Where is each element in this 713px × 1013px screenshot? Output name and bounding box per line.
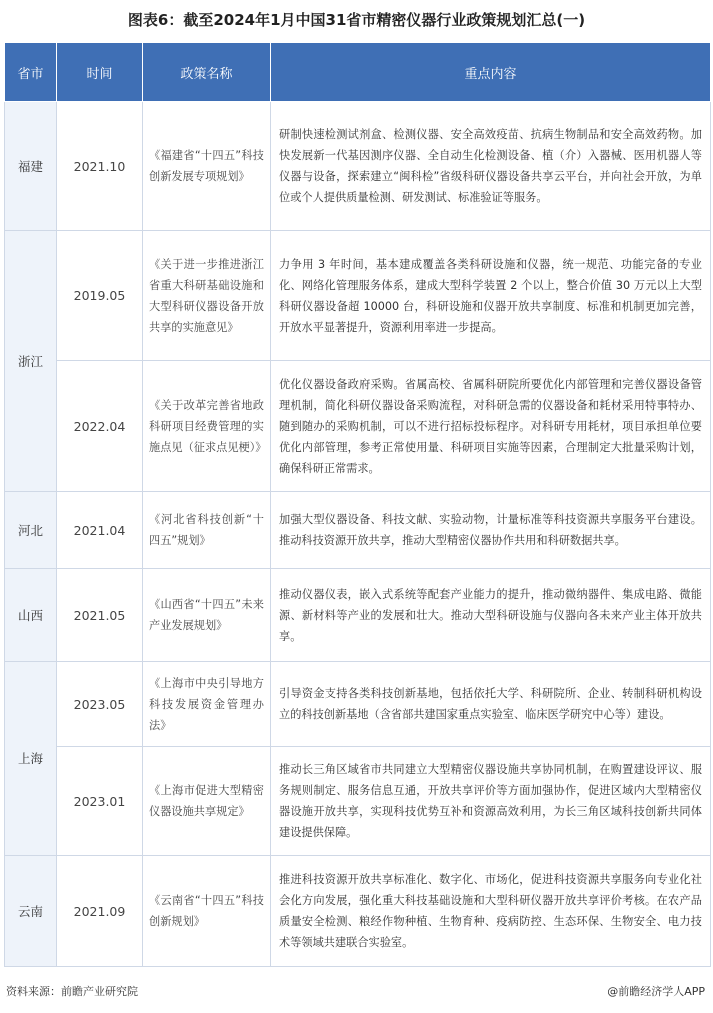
content-cell: 力争用 3 年时间，基本建成覆盖各类科研设施和仪器，统一规范、功能完备的专业化、网络化管理服务体系，建成大型科学装置 2 个以上，整合价值 30 万元以上大型科研仪器设备超 10000 台，科研设施和仪器开放共享制度、标准和机制更加完善，开放水平显著提升，资源利用率进一步提高。 <box>271 231 711 361</box>
policy-table <box>4 42 711 967</box>
table-row <box>5 747 711 856</box>
date-cell: 2021.09 <box>57 856 143 967</box>
province-cell: 云南 <box>5 856 57 967</box>
content-cell: 加强大型仪器设备、科技文献、实验动物，计量标准等科技资源共享服务平台建设。推动科技资源开放共享，推动大型精密仪器协作共用和科研数据共享。 <box>271 492 711 569</box>
table-row <box>5 492 711 569</box>
table-row <box>5 569 711 662</box>
content-cell: 推动长三角区域省市共同建立大型精密仪器设施共享协同机制，在购置建设评议、服务规则制定、服务信息互通，开放共享评价等方面加强协作，促进区域内大型精密仪器设施开放共享，实现科技优势互补和资源高效利用，为长三角区域科技创新共同体建设提供保障。 <box>271 747 711 856</box>
province-cell: 浙江 <box>5 231 57 492</box>
content-cell: 引导资金支持各类科技创新基地，包括依托大学、科研院所、企业、转制科研机构设立的科技创新基地（含省部共建国家重点实验室、临床医学研究中心等）建设。 <box>271 662 711 747</box>
date-cell: 2022.04 <box>57 361 143 492</box>
province-cell: 上海 <box>5 662 57 856</box>
table-row <box>5 361 711 492</box>
chart-title: 图表6：截至2024年1月中国31省市精密仪器行业政策规划汇总(一) <box>127 11 586 29</box>
table-row <box>5 102 711 231</box>
date-cell: 2021.05 <box>57 569 143 662</box>
brand-credit: @前瞻经济学人APP <box>607 985 705 998</box>
header-content: 重点内容 <box>271 43 711 102</box>
policy-cell: 《山西省“十四五”未来产业发展规划》 <box>143 569 271 662</box>
table-row <box>5 662 711 747</box>
header-date: 时间 <box>57 43 143 102</box>
table-row <box>5 856 711 967</box>
content-cell: 推动仪器仪表，嵌入式系统等配套产业能力的提升，推动微纳器件、集成电路、微能源、新材料等产业的发展和壮大。推动大型科研设施与仪器向各未来产业主体开放共享。 <box>271 569 711 662</box>
table-row <box>5 231 711 361</box>
source-note: 资料来源：前瞻产业研究院 <box>6 985 138 998</box>
date-cell: 2023.05 <box>57 662 143 747</box>
date-cell: 2021.10 <box>57 102 143 231</box>
table-header-row <box>5 43 711 102</box>
content-cell: 优化仪器设备政府采购。省属高校、省属科研院所要优化内部管理和完善仪器设备管理机制，简化科研仪器设备采购流程，对科研急需的仪器设备和耗材采用特事特办、随到随办的采购机制，可以不进行招标投标程序。对科研专用耗材，项目承担单位要优化内部管理，参考正常使用量、科研项目实施等因素，合理制定大批量采购计划，确保科研正常需求。 <box>271 361 711 492</box>
footer <box>6 983 705 999</box>
content-cell: 研制快速检测试剂盒、检测仪器、安全高效疫苗、抗病生物制品和安全高效药物。加快发展新一代基因测序仪器、全自动生化检测设备、植（介）入器械、医用机器人等仪器与设备，探索建立“闽科检”省级科研仪器设备共享云平台，并向社会开放，为单位或个人提供质量检测、研发测试、标准验证等服务。 <box>271 102 711 231</box>
date-cell: 2019.05 <box>57 231 143 361</box>
policy-cell: 《河北省科技创新“十四五”规划》 <box>143 492 271 569</box>
content-cell: 推进科技资源开放共享标准化、数字化、市场化，促进科技资源共享服务向专业化社会化方向发展，强化重大科技基础设施和大型科研仪器开放共享评价考核。在农产品质量安全检测、粮经作物种植、生物育种、疫病防控、生态环保、生物安全、电力技术等领域共建联合实验室。 <box>271 856 711 967</box>
policy-cell: 《关于改革完善省地政科研项目经费管理的实施点见（征求点见梗）》 <box>143 361 271 492</box>
province-cell: 山西 <box>5 569 57 662</box>
province-cell: 福建 <box>5 102 57 231</box>
province-cell: 河北 <box>5 492 57 569</box>
policy-cell: 《上海市中央引导地方科技发展资金管理办法》 <box>143 662 271 747</box>
date-cell: 2021.04 <box>57 492 143 569</box>
date-cell: 2023.01 <box>57 747 143 856</box>
header-province: 省市 <box>5 43 57 102</box>
header-policy: 政策名称 <box>143 43 271 102</box>
policy-cell: 《福建省“十四五”科技创新发展专项规划》 <box>143 102 271 231</box>
policy-cell: 《云南省“十四五”科技创新规划》 <box>143 856 271 967</box>
policy-cell: 《上海市促进大型精密仪器设施共享规定》 <box>143 747 271 856</box>
policy-cell: 《关于进一步推进浙江省重大科研基础设施和大型科研仪器设备开放共享的实施意见》 <box>143 231 271 361</box>
